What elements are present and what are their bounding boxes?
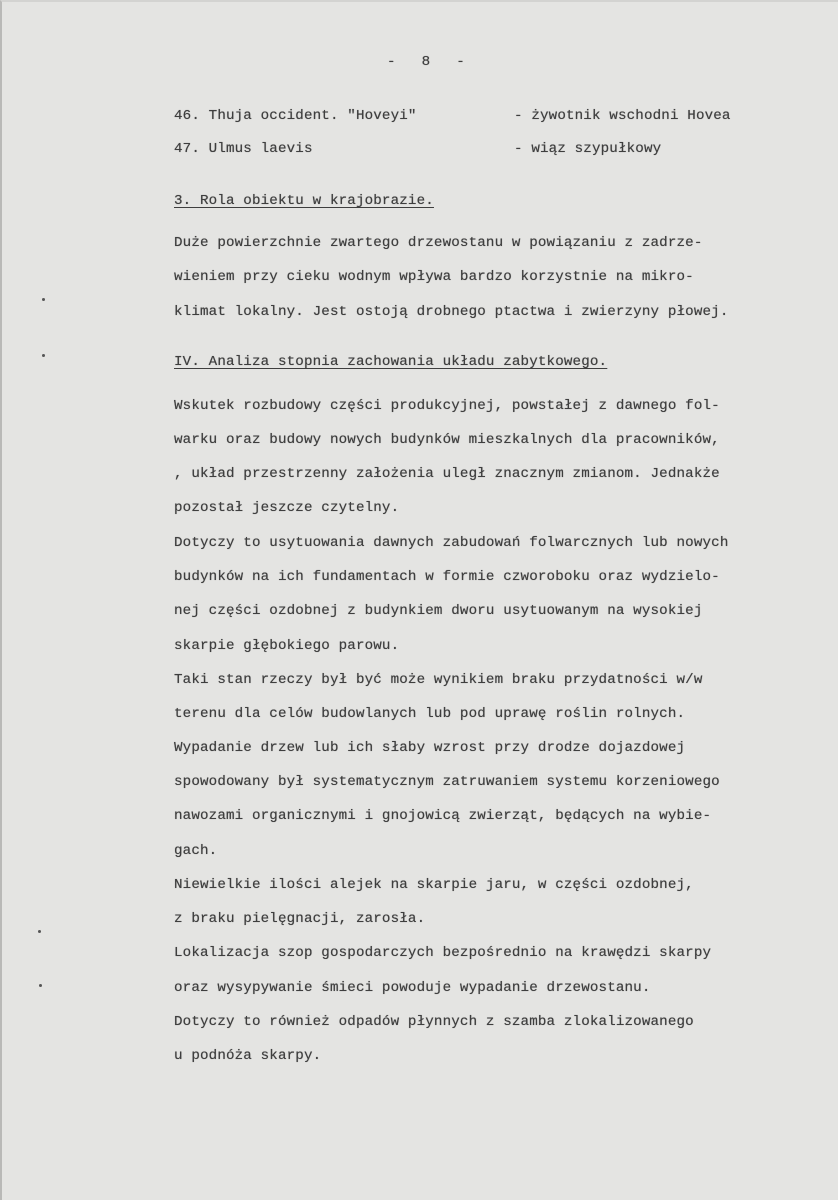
section-4-line: skarpie głębokiego parowu. xyxy=(174,638,400,654)
section-4-line: nej części ozdobnej z budynkiem dworu usytuowanym na wysokiej xyxy=(174,603,703,619)
section-4-line: Wskutek rozbudowy części produkcyjnej, powstałej z dawnego fol- xyxy=(174,398,720,414)
section-4-line: Dotyczy to usytuowania dawnych zabudowań folwarcznych lub nowych xyxy=(174,535,729,551)
margin-dot xyxy=(39,984,42,987)
section-4-line: warku oraz budowy nowych budynków mieszkalnych dla pracowników, xyxy=(174,432,720,448)
section-4-line: spowodowany był systematycznym zatruwaniem systemu korzeniowego xyxy=(174,774,720,790)
plant-entry-47-polish: - wiąz szypułkowy xyxy=(514,141,662,157)
section-4-line: budynków na ich fundamentach w formie czworoboku oraz wydzielo- xyxy=(174,569,720,585)
section-3-line: wieniem przy cieku wodnym wpływa bardzo korzystnie na mikro- xyxy=(174,269,694,285)
section-4-line: z braku pielęgnacji, zarosła. xyxy=(174,911,426,927)
section-4-line: u podnóża skarpy. xyxy=(174,1048,322,1064)
margin-dot xyxy=(38,930,41,933)
plant-entry-46-latin: 46. Thuja occident. "Hoveyi" xyxy=(174,108,417,124)
section-4-line: Lokalizacja szop gospodarczych bezpośrednio na krawędzi skarpy xyxy=(174,945,712,961)
section-4-line: Taki stan rzeczy był być może wynikiem braku przydatności w/w xyxy=(174,672,703,688)
section-3-line: Duże powierzchnie zwartego drzewostanu w powiązaniu z zadrze- xyxy=(174,235,703,251)
section-4-line: pozostał jeszcze czytelny. xyxy=(174,500,400,516)
section-4-line: terenu dla celów budowlanych lub pod uprawę roślin rolnych. xyxy=(174,706,686,722)
section-4-line: Niewielkie ilości alejek na skarpie jaru, w części ozdobnej, xyxy=(174,877,694,893)
section-4-line: oraz wysypywanie śmieci powoduje wypadanie drzewostanu. xyxy=(174,980,651,996)
section-4-line: gach. xyxy=(174,843,218,859)
section-4-line: nawozami organicznymi i gnojowicą zwierząt, będących na wybie- xyxy=(174,808,712,824)
page-number: - 8 - xyxy=(387,54,465,70)
section-4-line: Dotyczy to również odpadów płynnych z szamba zlokalizowanego xyxy=(174,1014,694,1030)
margin-dot xyxy=(42,354,45,357)
section-4-line: Wypadanie drzew lub ich słaby wzrost przy drodze dojazdowej xyxy=(174,740,686,756)
section-4-line: , układ przestrzenny założenia uległ znacznym zmianom. Jednakże xyxy=(174,466,720,482)
section-3-line: klimat lokalny. Jest ostoją drobnego ptactwa i zwierzyny płowej. xyxy=(174,304,729,320)
plant-entry-47-latin: 47. Ulmus laevis xyxy=(174,141,313,157)
plant-entry-46-polish: - żywotnik wschodni Hovea xyxy=(514,108,731,124)
margin-dot xyxy=(42,298,45,301)
section-3-heading: 3. Rola obiektu w krajobrazie. xyxy=(174,193,434,209)
section-4-heading: IV. Analiza stopnia zachowania układu zabytkowego. xyxy=(174,354,608,370)
